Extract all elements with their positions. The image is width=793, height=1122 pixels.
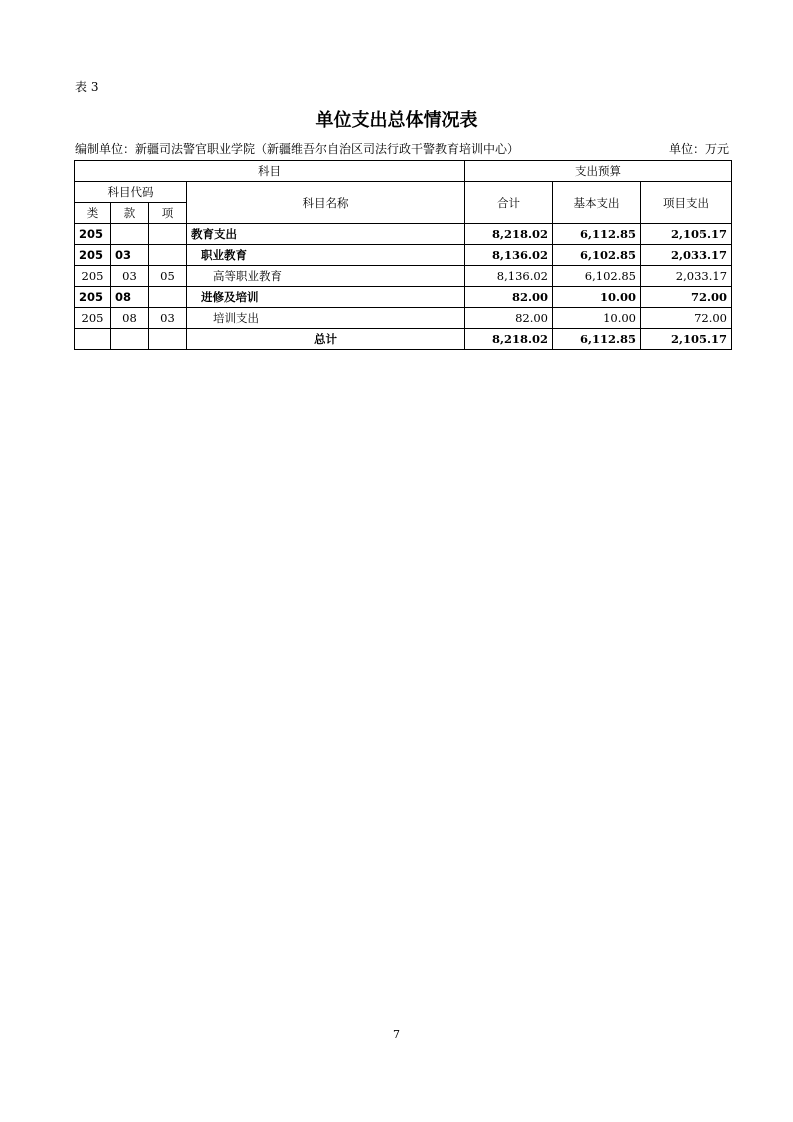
cell-kuan [111, 224, 149, 245]
cell-lei: 205 [75, 287, 111, 308]
table-row [75, 308, 732, 329]
header-subject: 科目 [75, 161, 465, 182]
cell-name: 高等职业教育 [187, 266, 465, 287]
header-xiang: 项 [149, 203, 187, 224]
table-row [75, 224, 732, 245]
table-row [75, 245, 732, 266]
header-lei: 类 [75, 203, 111, 224]
summary-basic: 6,112.85 [553, 329, 641, 350]
cell-kuan: 03 [111, 245, 149, 266]
cell-xiang: 03 [149, 308, 187, 329]
summary-label: 总计 [187, 329, 465, 350]
cell-kuan: 08 [111, 308, 149, 329]
cell-total: 82.00 [465, 287, 553, 308]
cell-total: 8,136.02 [465, 245, 553, 266]
header-row-2 [75, 182, 732, 203]
cell-project: 2,105.17 [641, 224, 732, 245]
summary-project: 2,105.17 [641, 329, 732, 350]
cell-empty [111, 329, 149, 350]
table-row [75, 266, 732, 287]
cell-basic: 6,102.85 [553, 266, 641, 287]
cell-xiang [149, 287, 187, 308]
cell-name: 教育支出 [187, 224, 465, 245]
cell-lei: 205 [75, 224, 111, 245]
cell-name: 职业教育 [187, 245, 465, 266]
cell-basic: 6,112.85 [553, 224, 641, 245]
cell-basic: 6,102.85 [553, 245, 641, 266]
summary-row [75, 329, 732, 350]
cell-total: 8,136.02 [465, 266, 553, 287]
cell-project: 2,033.17 [641, 245, 732, 266]
header-basic: 基本支出 [553, 182, 641, 224]
cell-empty [75, 329, 111, 350]
cell-project: 72.00 [641, 287, 732, 308]
currency-unit-label: 单位：万元 [668, 142, 729, 156]
compiling-unit-label: 编制单位：新疆司法警官职业学院（新疆维吾尔自治区司法行政干警教育培训中心） [75, 142, 520, 156]
cell-xiang: 05 [149, 266, 187, 287]
cell-lei: 205 [75, 266, 111, 287]
cell-xiang [149, 245, 187, 266]
header-project: 项目支出 [641, 182, 732, 224]
header-code: 科目代码 [75, 182, 187, 203]
page-title: 单位支出总体情况表 [315, 110, 478, 131]
summary-total: 8,218.02 [465, 329, 553, 350]
header-row-1 [75, 161, 732, 182]
cell-empty [149, 329, 187, 350]
cell-basic: 10.00 [553, 308, 641, 329]
header-budget: 支出预算 [465, 161, 732, 182]
cell-kuan: 03 [111, 266, 149, 287]
expenditure-table [74, 160, 732, 350]
cell-basic: 10.00 [553, 287, 641, 308]
cell-lei: 205 [75, 245, 111, 266]
table-number-label: 表 3 [75, 80, 99, 94]
cell-xiang [149, 224, 187, 245]
cell-project: 2,033.17 [641, 266, 732, 287]
cell-name: 进修及培训 [187, 287, 465, 308]
cell-total: 8,218.02 [465, 224, 553, 245]
cell-name: 培训支出 [187, 308, 465, 329]
cell-total: 82.00 [465, 308, 553, 329]
table-row [75, 287, 732, 308]
page-number: 7 [393, 1028, 400, 1041]
header-total: 合计 [465, 182, 553, 224]
cell-kuan: 08 [111, 287, 149, 308]
header-kuan: 款 [111, 203, 149, 224]
cell-project: 72.00 [641, 308, 732, 329]
header-name: 科目名称 [187, 182, 465, 224]
cell-lei: 205 [75, 308, 111, 329]
